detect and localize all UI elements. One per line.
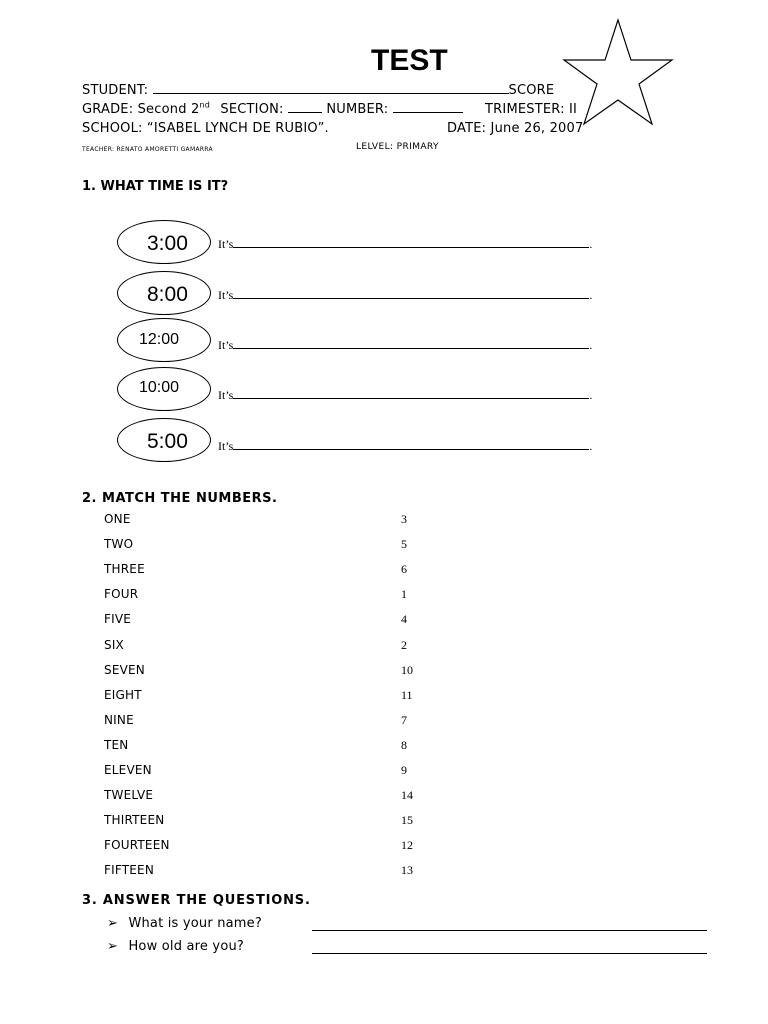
match-word: ONE: [104, 512, 131, 526]
answer-prompt: It’s: [218, 237, 234, 251]
question-item: [107, 916, 262, 931]
match-word: EIGHT: [104, 688, 142, 702]
match-word: TWO: [104, 537, 134, 551]
answer-row: [218, 336, 592, 353]
match-word: THREE: [104, 562, 145, 576]
number-label: NUMBER:: [326, 102, 389, 117]
answer-prompt: It’s: [218, 439, 234, 453]
student-label: STUDENT:: [82, 83, 149, 98]
match-word: NINE: [104, 713, 134, 727]
answer-line[interactable]: [312, 930, 707, 931]
match-number: 6: [401, 562, 407, 576]
match-number: 9: [401, 763, 407, 777]
match-number: 1: [401, 587, 407, 601]
section-label: SECTION:: [220, 102, 284, 117]
teacher-label: TEACHER: RENATO AMORETTI GAMARRA: [82, 146, 213, 153]
match-word: TWELVE: [104, 788, 154, 802]
answer-end: .: [589, 439, 593, 453]
number-field[interactable]: [393, 100, 463, 113]
match-word: ELEVEN: [104, 763, 152, 777]
trimester-label: TRIMESTER: II: [485, 102, 578, 117]
school-label: SCHOOL: “ISABEL LYNCH DE RUBIO”.: [82, 121, 329, 136]
answer-prompt: It’s: [218, 288, 234, 302]
question-text: What is your name?: [128, 916, 262, 931]
answer-end: .: [589, 288, 593, 302]
star-icon: [562, 18, 674, 126]
answer-prompt: It’s: [218, 388, 234, 402]
answer-end: .: [589, 388, 593, 402]
match-word: FIFTEEN: [104, 863, 155, 877]
match-word: FOURTEEN: [104, 838, 170, 852]
match-number: 11: [401, 688, 413, 702]
clock-time: 5:00: [147, 430, 188, 453]
answer-row: [218, 235, 592, 252]
grade-sup: nd: [199, 100, 211, 110]
arrow-bullet-icon: ➢: [107, 916, 119, 931]
section2-heading: 2. MATCH THE NUMBERS.: [82, 491, 278, 506]
clock-time: 3:00: [147, 232, 188, 255]
question-text: How old are you?: [128, 939, 245, 954]
clock-time: 8:00: [147, 283, 188, 306]
grade-row: [82, 100, 577, 117]
match-number: 15: [401, 813, 413, 827]
section3-heading: 3. ANSWER THE QUESTIONS.: [82, 893, 311, 908]
match-word: THIRTEEN: [104, 813, 165, 827]
answer-row: [218, 286, 592, 303]
section1-heading: 1. WHAT TIME IS IT?: [82, 179, 229, 194]
score-label: SCORE: [508, 83, 555, 98]
answer-end: .: [589, 237, 593, 251]
answer-field[interactable]: [233, 386, 589, 399]
section-field[interactable]: [288, 100, 322, 113]
match-number: 2: [401, 638, 407, 652]
match-word: SIX: [104, 638, 124, 652]
answer-row: [218, 437, 592, 454]
answer-field[interactable]: [233, 286, 589, 299]
match-number: 5: [401, 537, 407, 551]
match-word: FOUR: [104, 587, 139, 601]
answer-line[interactable]: [312, 953, 707, 954]
answer-row: [218, 386, 592, 403]
answer-field[interactable]: [233, 336, 589, 349]
match-number: 7: [401, 713, 407, 727]
match-number: 8: [401, 738, 407, 752]
match-number: 3: [401, 512, 407, 526]
date-label: DATE: June 26, 2007: [447, 121, 584, 136]
grade-label: GRADE: Second 2: [82, 102, 200, 117]
page-title: TEST: [371, 44, 448, 77]
answer-field[interactable]: [233, 437, 589, 450]
match-word: FIVE: [104, 612, 132, 626]
match-number: 10: [401, 663, 413, 677]
answer-end: .: [589, 338, 593, 352]
match-word: SEVEN: [104, 663, 145, 677]
clock-time: 12:00: [139, 331, 180, 348]
match-number: 4: [401, 612, 407, 626]
clock-time: 10:00: [139, 379, 180, 396]
question-item: [107, 939, 244, 954]
arrow-bullet-icon: ➢: [107, 939, 119, 954]
answer-field[interactable]: [233, 235, 589, 248]
student-row: [82, 81, 554, 98]
match-number: 14: [401, 788, 413, 802]
level-label: LELVEL: PRIMARY: [356, 142, 439, 152]
match-word: TEN: [104, 738, 129, 752]
student-name-field[interactable]: [153, 81, 509, 94]
match-number: 12: [401, 838, 413, 852]
match-number: 13: [401, 863, 413, 877]
answer-prompt: It’s: [218, 338, 234, 352]
